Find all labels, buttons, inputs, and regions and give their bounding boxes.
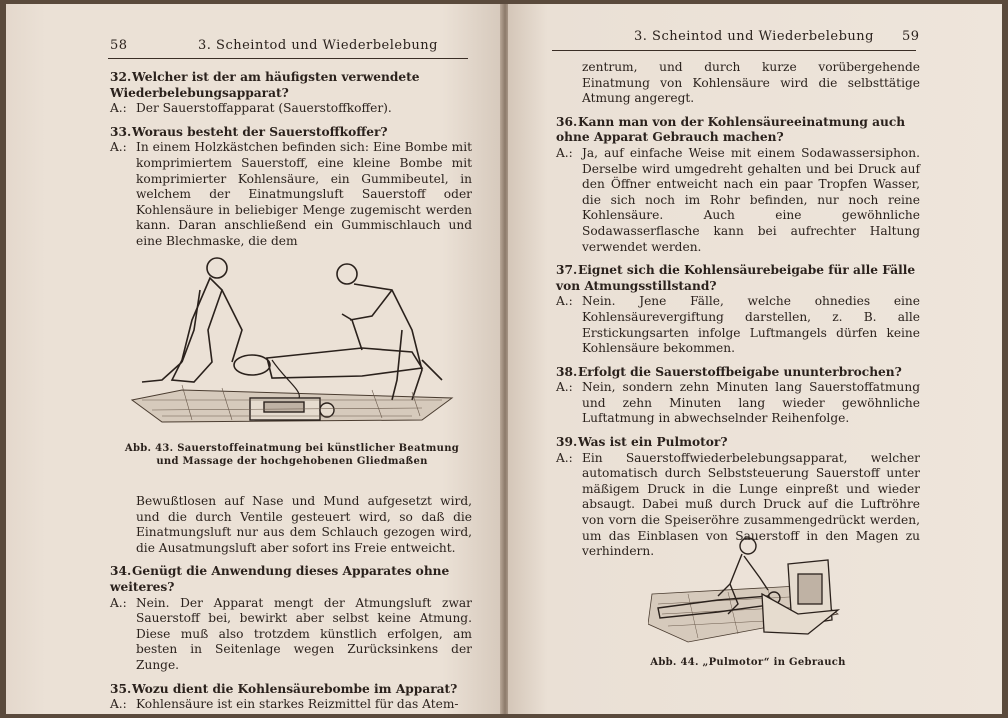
answer-39: A.: Ein Sauerstoffwiederbelebungsapparat, welcher automatisch durch Selbststeuerung Sauerstoff unter mäßigem Druck in die Lunge einpreßt und wieder absaugt. Dabei muß durch Druck auf die Luftröhre von vorn die Speiseröhre zusammengedrückt werden, um das Einblasen von Sauerstoff in den Magen zu verhindern. xyxy=(556,450,920,559)
answer-35-continued: zentrum, und durch kurze vorübergehende Einatmung von Kohlensäure wird die selbsttätige Atmung angeregt. xyxy=(582,60,920,106)
right-text xyxy=(556,60,920,560)
question-37: 37.Eignet sich die Kohlensäurebeigabe für alle Fälle von Atmungsstillstand? xyxy=(556,263,916,293)
figure-44-illustration xyxy=(648,534,848,649)
running-head-right: 3. Scheintod und Wiederbelebung xyxy=(634,29,874,44)
answer-35: A.: Kohlensäure ist ein starkes Reizmittel für das Atem- xyxy=(110,697,459,712)
right-page xyxy=(508,4,1002,714)
figure-43-illustration xyxy=(122,250,462,428)
answer-32: A.: Der Sauerstoffapparat (Sauerstoffkoffer). xyxy=(110,101,392,116)
question-35: 35.Wozu dient die Kohlensäurebombe im Apparat? xyxy=(110,681,458,696)
answer-33-continued: Bewußtlosen auf Nase und Mund aufgesetzt wird, und die durch Ventile gesteuert wird, so daß die Einatmungsluft nur aus dem Schlauch gezogen wird, die Ausatmungsluft aber sofort ins Freie entweicht. xyxy=(136,494,472,555)
page-number-right: 59 xyxy=(902,29,920,44)
answer-37: A.: Nein. Jene Fälle, welche ohnedies eine Kohlensäurevergiftung darstellen, z. B. alle Erstickungsarten infolge Luftmangels dürfen keine Kohlensäure bekommen. xyxy=(556,294,920,356)
question-36: 36.Kann man von der Kohlensäureeinatmung auch ohne Apparat Gebrauch machen? xyxy=(556,114,906,145)
left-page xyxy=(6,4,502,714)
question-33: 33.Woraus besteht der Sauerstoffkoffer? xyxy=(110,124,388,139)
header-rule-right xyxy=(552,50,916,51)
answer-36: A.: Ja, auf einfache Weise mit einem Sodawassersiphon. Derselbe wird umgedreht gehalten und bei Druck auf den Öffner entweicht nach ein paar Tropfen Wasser, die sich noch im Rohr befinden, nur noch reine Kohlensäure. Auch eine gewöhnliche Sodawasserflasche kann bei aufrechter Haltung verwendet werden. xyxy=(556,145,920,254)
question-39: 39.Was ist ein Pulmotor? xyxy=(556,435,728,450)
question-34: 34.Genügt die Anwendung dieses Apparates ohne weiteres? xyxy=(110,564,450,594)
figure-44-caption: Abb. 44. „Pulmotor“ in Gebrauch xyxy=(650,657,846,668)
left-top-text xyxy=(110,70,472,250)
book-spread xyxy=(6,4,1002,714)
answer-33: A.: In einem Holzkästchen befinden sich: Eine Bombe mit komprimiertem Sauerstoff, eine kleine Bombe mit komprimierter Kohlensäure, ein Gummibeutel, in welchem der Einatmungsluft Sauerstoff oder Kohlensäure in beliebiger Menge zugemischt werden kann. Daran anschließend ein Gummischlauch und eine Blechmaske, die dem xyxy=(110,140,472,248)
answer-38: A.: Nein, sondern zehn Minuten lang Sauerstoffatmung und zehn Minuten lang wieder gewöhnliche Luftatmung in abwechselnder Reihenfolge. xyxy=(556,380,920,426)
left-bottom-text xyxy=(110,494,472,713)
answer-34: A.: Nein. Der Apparat mengt der Atmungsluft zwar Sauerstoff bei, bewirkt aber selbst keine Atmung. Diese muß also trotzdem künstlich erfolgen, am besten in Seitenlage wegen Zurücksinkens der Zunge. xyxy=(110,595,472,672)
question-32: 32.Welcher ist der am häufigsten verwendete Wiederbelebungsapparat? xyxy=(110,70,420,100)
question-38: 38.Erfolgt die Sauerstoffbeigabe ununterbrochen? xyxy=(556,364,902,379)
running-head-left: 3. Scheintod und Wiederbelebung xyxy=(198,38,438,53)
page-number-left: 58 xyxy=(110,38,128,53)
figure-43-caption: Abb. 43. Sauerstoffeinatmung bei künstlicher Beatmung und Massage der hochgehobenen Gliedmaßen xyxy=(124,443,460,467)
header-rule-left xyxy=(108,58,468,59)
